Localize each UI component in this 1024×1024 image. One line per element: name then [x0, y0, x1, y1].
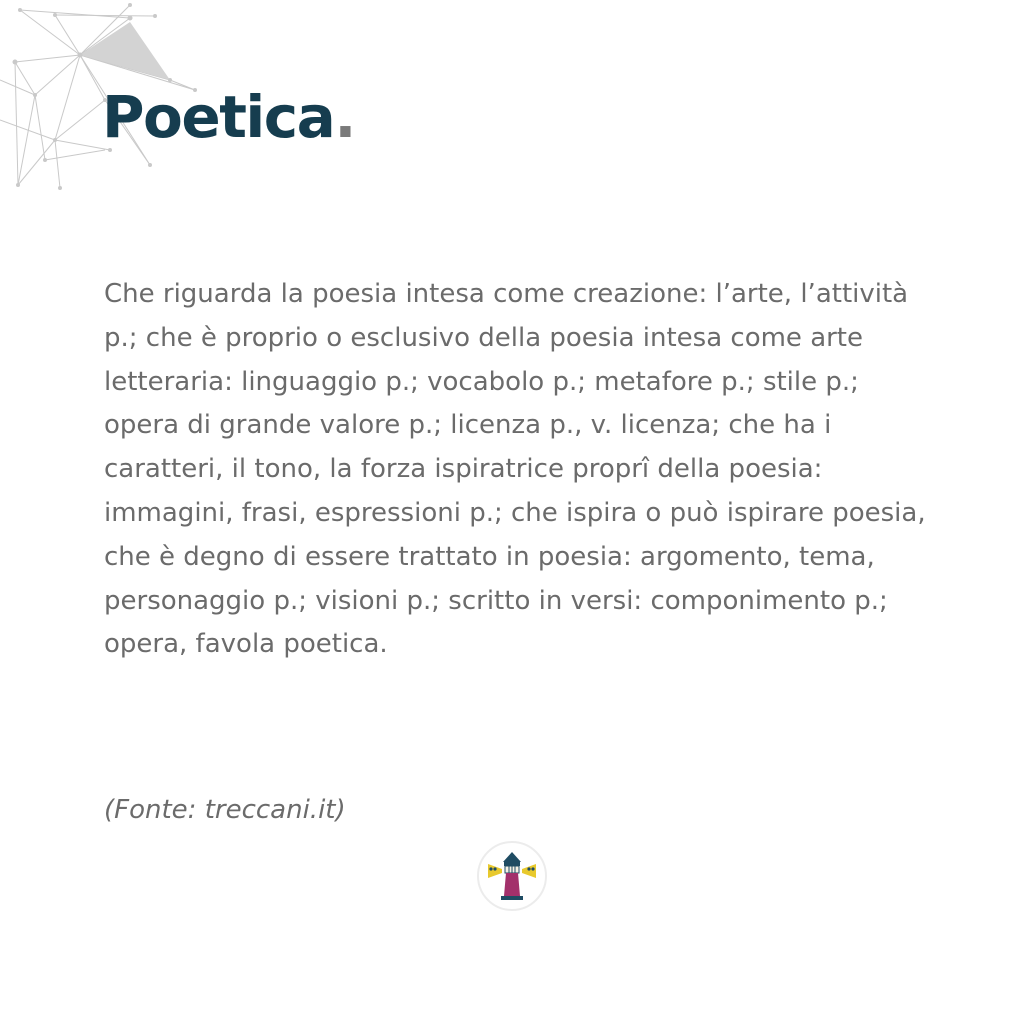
lighthouse-quotes-logo-icon [476, 840, 548, 912]
page-title [102, 83, 355, 151]
source-citation: (Fonte: treccani.it) [104, 795, 346, 825]
title-text: Poetica [102, 83, 335, 151]
definition-text: Che riguarda la poesia intesa come creazione: l’arte, l’attività p.; che è proprio o esclusivo della poesia intesa come arte letteraria: linguaggio p.; vocabolo p.; metafore p.; stile p.; opera di grande valore p.; licenza p., v. licenza; che ha i caratteri, il tono, la forza ispiratrice proprî della poesia: immagini, frasi, espressioni p.; che ispira o può ispirare poesia, che è degno di essere trattato in poesia: argomento, tema, personaggio p.; visioni p.; scritto in versi: componimento p.; opera, favola poetica. [104, 279, 926, 660]
title-dot: . [334, 83, 355, 151]
